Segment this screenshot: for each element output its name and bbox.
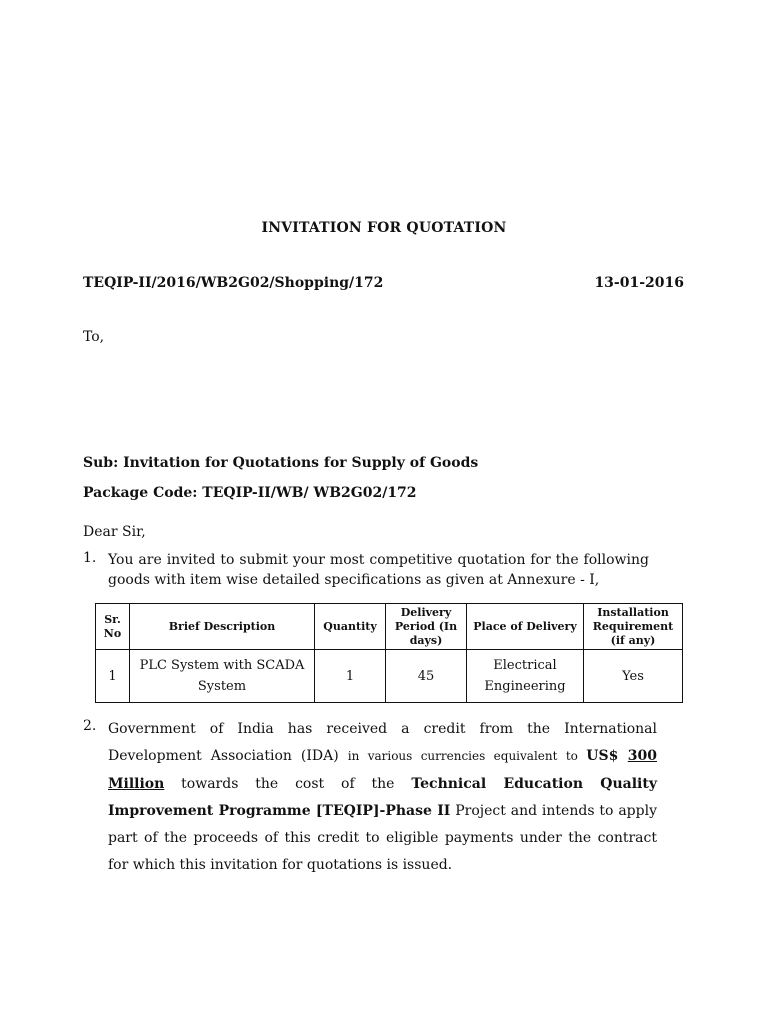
p2-text-1: Government of India has received a credit from the International Development Association (IDA) [108, 721, 657, 765]
p2-amount: 300 Million [108, 748, 657, 792]
reference-number: TEQIP-II/2016/WB2G02/Shopping/172 [83, 275, 384, 291]
cell-delivery-period: 45 [386, 650, 467, 703]
addressee-line: To, [83, 329, 105, 345]
paragraph-2-text [108, 716, 657, 880]
cell-description: PLC System with SCADA System [130, 650, 315, 703]
header-installation: Installation Requirement (if any) [584, 604, 683, 650]
paragraph-1-text: You are invited to submit your most competitive quotation for the following goods with item wise detailed specifications as given at Annexure - I, [108, 552, 649, 588]
package-code: Package Code: TEQIP-II/WB/ WB2G02/172 [83, 485, 417, 501]
goods-table [95, 603, 683, 703]
header-place: Place of Delivery [467, 604, 584, 650]
p2-text-2: in various currencies equivalent to [347, 749, 587, 764]
header-sr-no: Sr. No [96, 604, 130, 650]
header-delivery-period: Delivery Period (In days) [386, 604, 467, 650]
cell-installation: Yes [584, 650, 683, 703]
subject-line: Sub: Invitation for Quotations for Supply of Goods [83, 455, 479, 471]
p2-programme-name: Technical Education Quality Improvement Programme [TEQIP]-Phase II [108, 775, 657, 819]
paragraph-1-number: 1. [83, 550, 97, 566]
header-quantity: Quantity [315, 604, 386, 650]
cell-quantity: 1 [315, 650, 386, 703]
header-description: Brief Description [130, 604, 315, 650]
cell-place: Electrical Engineering [467, 650, 584, 703]
p2-text-7: Project and intends to apply part of the proceeds of this credit to eligible payments under the contract for which this invitation for quotations is issued. [108, 802, 657, 874]
cell-sr-no: 1 [96, 650, 130, 703]
paragraph-2-number: 2. [83, 718, 97, 734]
table-header-row [96, 604, 683, 650]
p2-currency: US$ [586, 748, 628, 765]
p2-text-5: towards the cost of the [164, 775, 412, 792]
document-title: INVITATION FOR QUOTATION [261, 220, 507, 236]
table-row [96, 650, 683, 703]
document-date: 13-01-2016 [594, 275, 684, 291]
salutation: Dear Sir, [83, 524, 146, 540]
